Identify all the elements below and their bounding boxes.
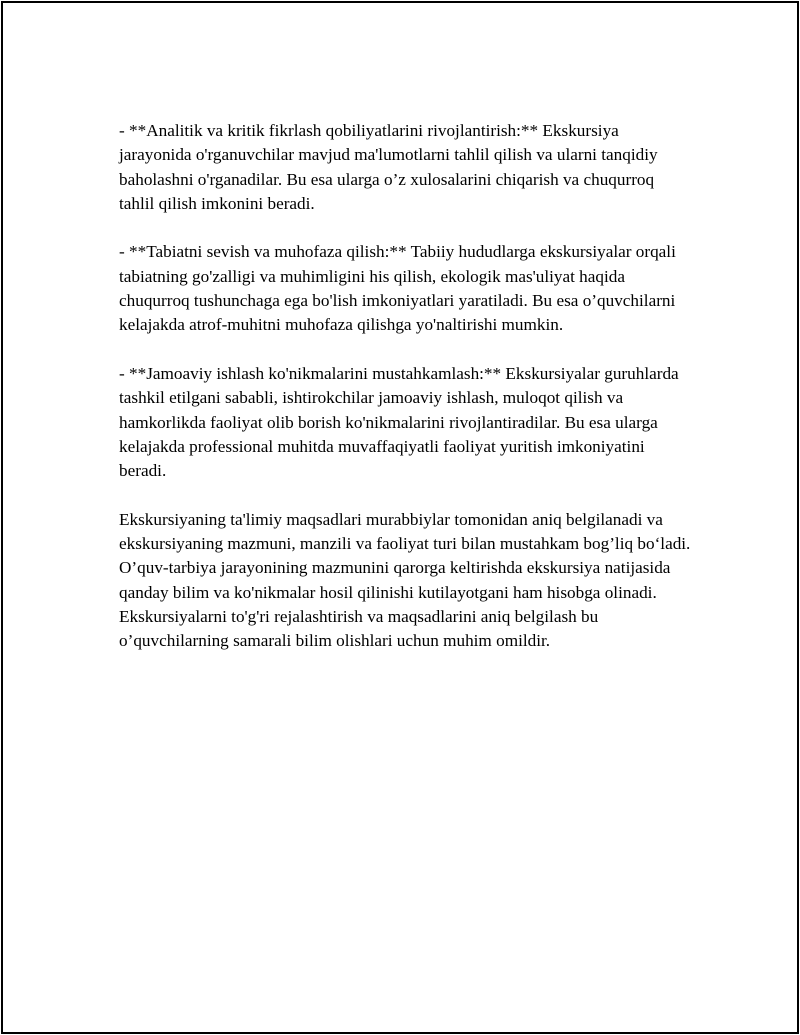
- document-body: [119, 119, 691, 678]
- paragraph-teamwork-skills: - **Jamoaviy ishlash ko'nikmalarini mustahkamlash:** Ekskursiyalar guruhlarda tashkil etilgani sababli, ishtirokchilar jamoaviy ishlash, muloqot qilish va hamkorlikda faoliyat olib borish ko'nikmalarini rivojlantiradilar. Bu esa ularga kelajakda professional muhitda muvaffaqiyatli faoliyat yuritish imkoniyatini beradi.: [119, 363, 679, 481]
- paragraph-nature-protection: - **Tabiatni sevish va muhofaza qilish:** Tabiiy hududlarga ekskursiyalar orqali tabiatning go'zalligi va muhimligini his qilish, ekologik mas'uliyat haqida chuqurroq tushunchaga ega bo'lish imkoniyatlari yaratiladi. Bu esa o’quvchilarni kelajakda atrof-muhitni muhofaza qilishga yo'naltirishi mumkin.: [119, 242, 676, 335]
- paragraph-excursion-goals: Ekskursiyaning ta'limiy maqsadlari murabbiylar tomonidan aniq belgilanadi va ekskursiyaning mazmuni, manzili va faoliyat turi bilan mustahkam bog’liq bo‘ladi. O’quv-tarbiya jarayonining mazmunini qarorga keltirishda ekskursiya natijasida qanday bilim va ko'nikmalar hosil qilinishi kutilayotgani ham hisobga olinadi. Ekskursiyalarni to'g'ri rejalashtirish va maqsadlarini aniq belgilash bu o’quvchilarning samarali bilim olishlari uchun muhim omildir.: [119, 509, 691, 651]
- document-page: [1, 1, 799, 1034]
- paragraph-analytical-thinking: - **Analitik va kritik fikrlash qobiliyatlarini rivojlantirish:** Ekskursiya jarayonida o'rganuvchilar mavjud ma'lumotlarni tahlil qilish va ularni tanqidiy baholashni o'rganadilar. Bu esa ularga o’z xulosalarini chiqarish va chuqurroq tahlil qilish imkonini beradi.: [119, 121, 658, 213]
